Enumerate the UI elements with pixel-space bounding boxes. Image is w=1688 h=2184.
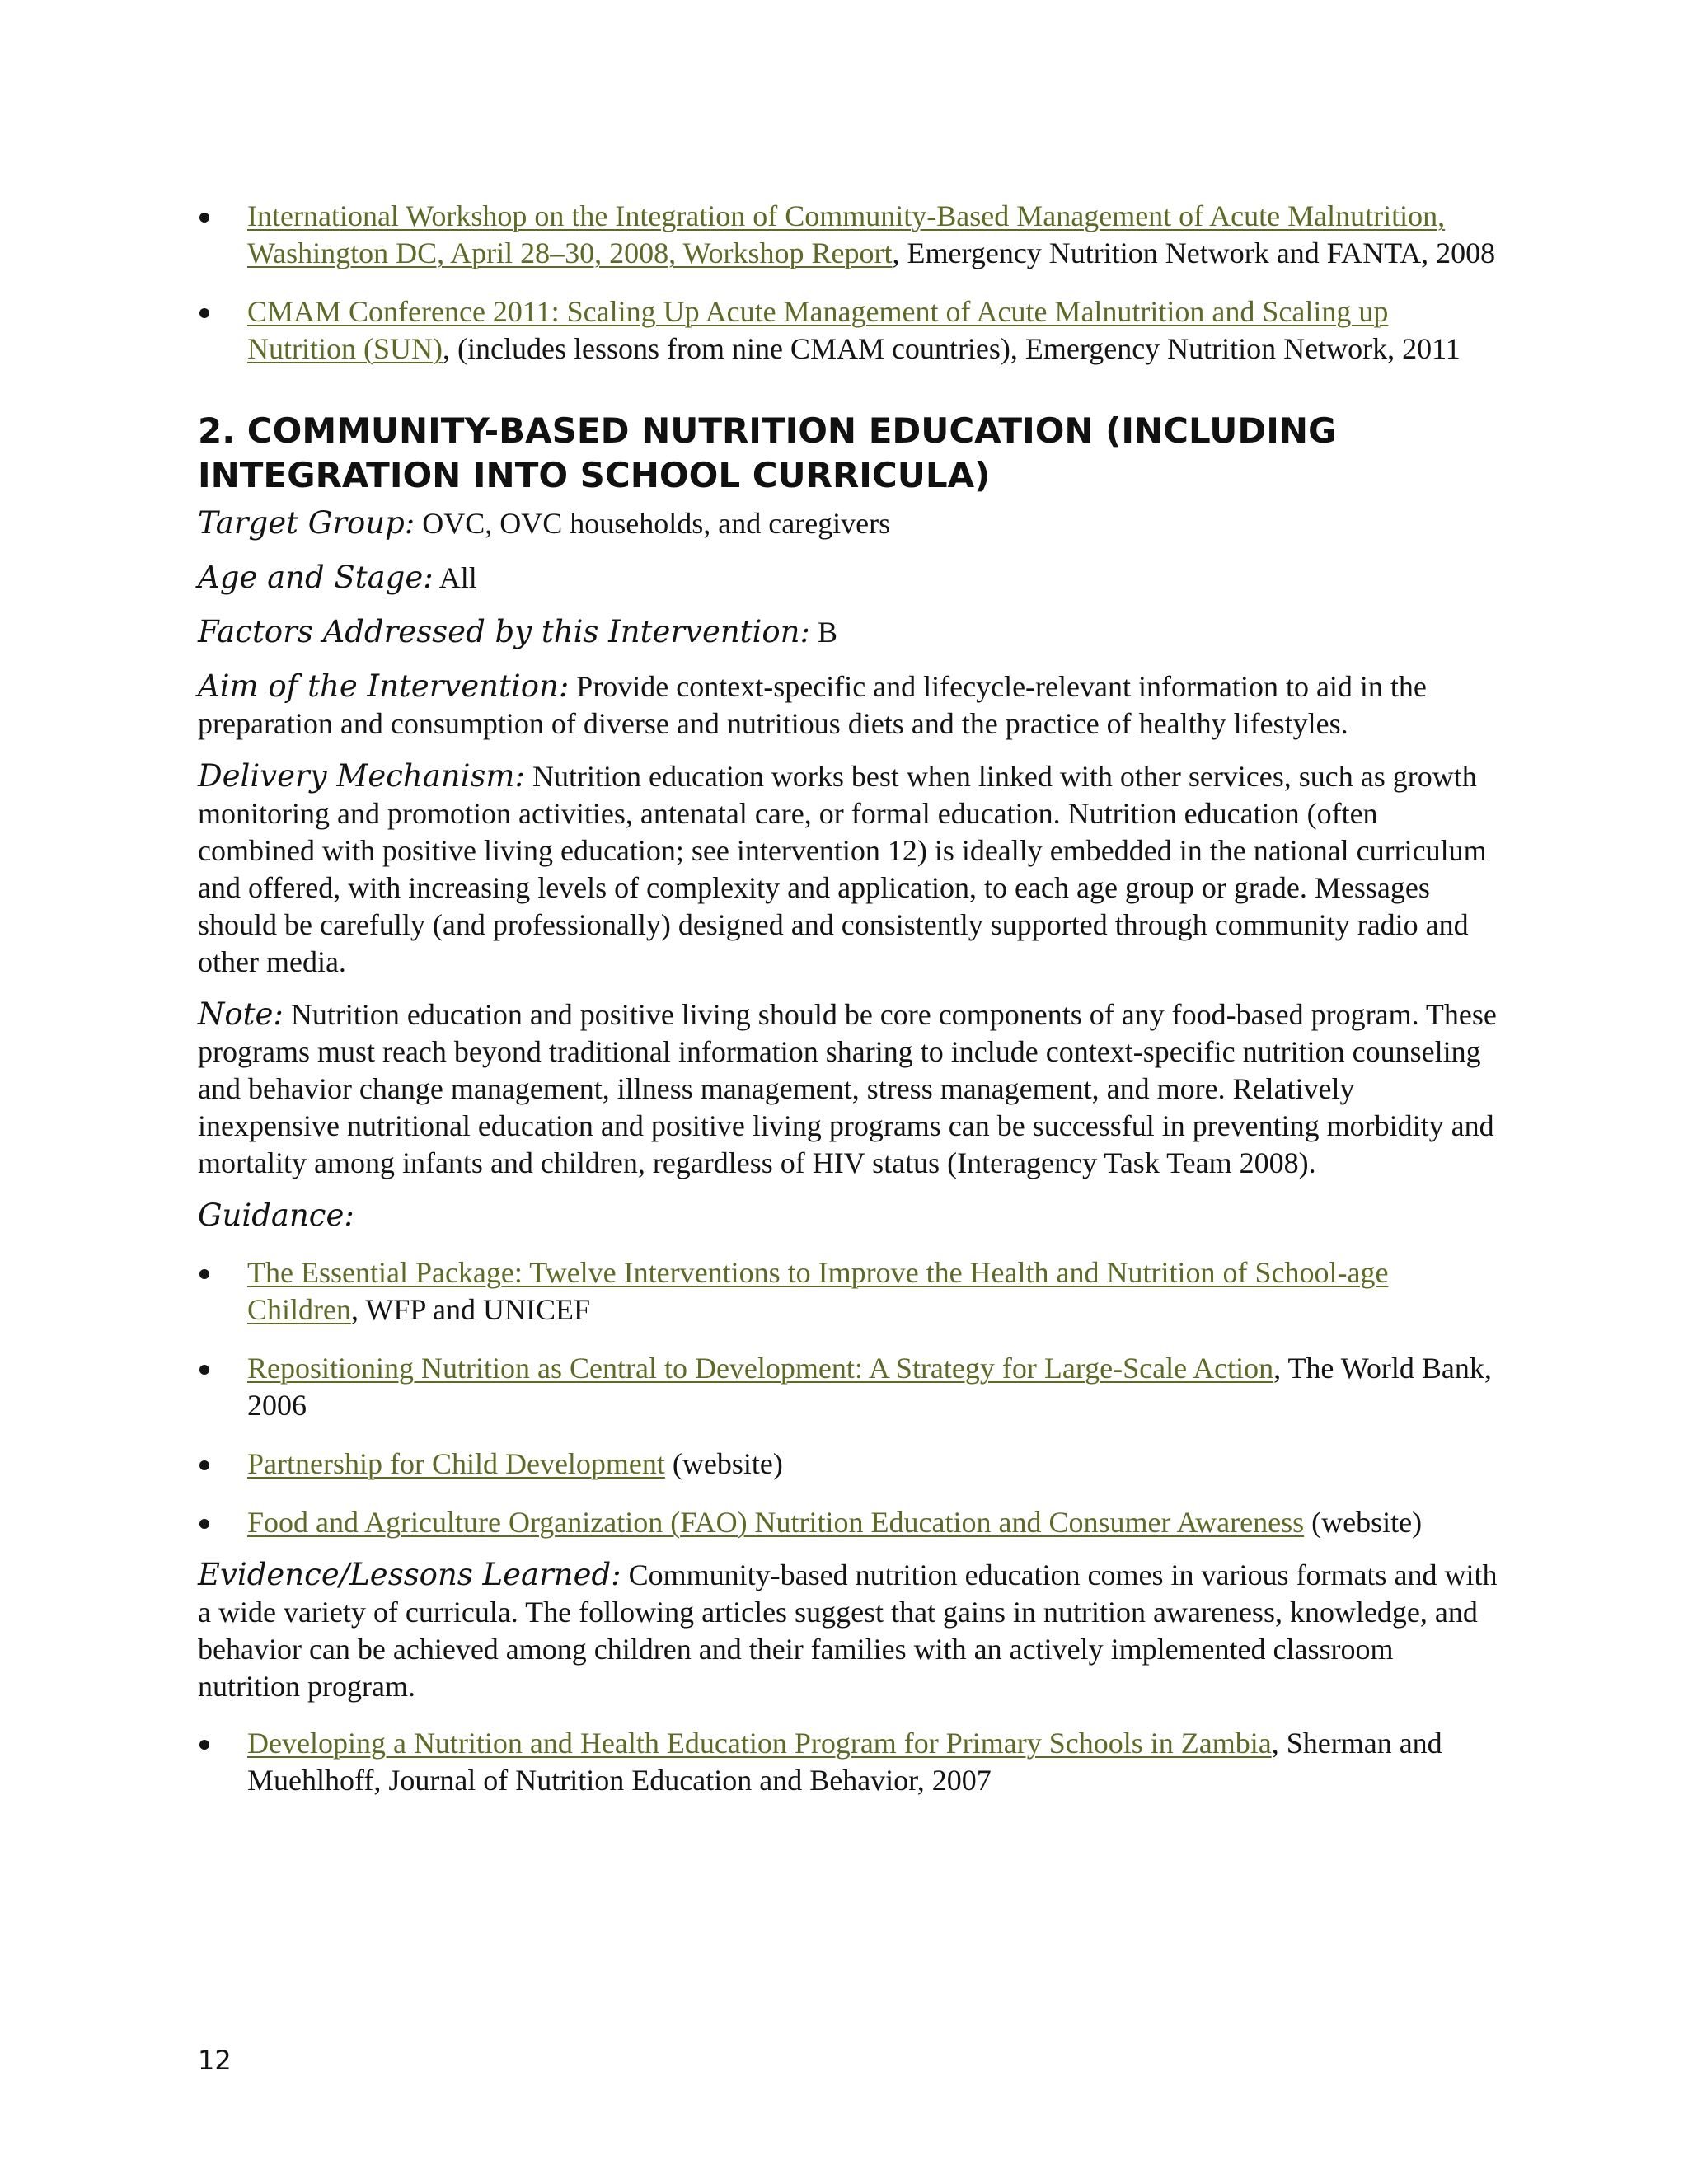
reference-link[interactable]: Repositioning Nutrition as Central to Development: A Strategy for Large-Scale Action xyxy=(247,1352,1274,1385)
age-and-stage xyxy=(198,559,1500,597)
field-text: B xyxy=(809,616,837,649)
list-item xyxy=(198,1446,1500,1483)
list-item xyxy=(198,1725,1500,1799)
reference-text: , Emergency Nutrition Network and FANTA, 2008 xyxy=(892,237,1496,269)
reference-link[interactable]: Food and Agriculture Organization (FAO) Nutrition Education and Consumer Awareness xyxy=(247,1506,1305,1539)
reference-link[interactable]: Partnership for Child Development xyxy=(247,1447,665,1480)
field-label: Evidence/Lessons Learned: xyxy=(198,1557,621,1592)
top-reference-list xyxy=(198,198,1500,368)
delivery-mechanism xyxy=(198,757,1500,981)
reference-text: (website) xyxy=(1304,1506,1423,1539)
field-text: All xyxy=(433,561,477,594)
page-content xyxy=(198,198,1500,1799)
note xyxy=(198,996,1500,1182)
field-label: Guidance: xyxy=(198,1197,354,1233)
aim-of-intervention xyxy=(198,668,1500,743)
bullet-icon xyxy=(199,1460,209,1470)
bullet-icon xyxy=(199,1269,209,1279)
field-label: Factors Addressed by this Intervention: xyxy=(198,614,810,649)
reference-text: , The World Bank, 2006 xyxy=(247,1352,1492,1422)
reference-text: , WFP and UNICEF xyxy=(350,1293,591,1326)
reference-text: , (includes lessons from nine CMAM countries), Emergency Nutrition Network, 2011 xyxy=(443,332,1461,365)
guidance-reference-list xyxy=(198,1254,1500,1541)
field-label: Delivery Mechanism: xyxy=(198,758,525,794)
reference-link[interactable]: The Essential Package: Twelve Interventions to Improve the Health and Nutrition of School-age Children xyxy=(247,1256,1389,1326)
field-label: Note: xyxy=(198,996,284,1032)
reference-link[interactable]: Developing a Nutrition and Health Education Program for Primary Schools in Zambia xyxy=(247,1727,1272,1760)
field-label: Aim of the Intervention: xyxy=(198,668,570,704)
field-text: Community-based nutrition education comes in various formats and with a wide variety of curricula. The following articles suggest that gains in nutrition awareness, knowledge, and behavior can be achieved among children and their families with an actively implemented classroom nutrition program. xyxy=(198,1558,1498,1703)
reference-link[interactable]: International Workshop on the Integration of Community-Based Management of Acute Malnutrition, Washington DC, April 28–30, 2008, Workshop Report xyxy=(247,199,1446,269)
page-number: 12 xyxy=(198,2045,232,2076)
factors-addressed xyxy=(198,613,1500,651)
field-label: Age and Stage: xyxy=(198,560,434,595)
bullet-icon xyxy=(199,308,209,318)
reference-text: (website) xyxy=(664,1447,783,1480)
bullet-icon xyxy=(199,213,209,223)
field-text: Provide context-specific and lifecycle-relevant information to aid in the preparation and consumption of diverse and nutritious diets and the practice of healthy lifestyles. xyxy=(198,670,1427,740)
bullet-icon xyxy=(199,1740,209,1750)
guidance-heading xyxy=(198,1197,1500,1235)
list-item xyxy=(198,293,1500,368)
list-item xyxy=(198,1350,1500,1424)
bullet-icon xyxy=(199,1365,209,1375)
list-item xyxy=(198,198,1500,272)
target-group xyxy=(198,504,1500,542)
field-text: Nutrition education works best when linked with other services, such as growth monitoring and promotion activities, antenatal care, or formal education. Nutrition education (often combined with positive living education; see intervention 12) is ideally embedded in the national curriculum and offered, with increasing levels of complexity and application, to each age group or grade. Messages should be carefully (and professionally) designed and consistently supported through community radio and other media. xyxy=(198,760,1487,978)
list-item xyxy=(198,1254,1500,1329)
evidence-lessons-learned xyxy=(198,1556,1500,1705)
field-text: Nutrition education and positive living should be core components of any food-based program. These programs must reach beyond traditional information sharing to include context-specific nutrition counseling and behavior change management, illness management, stress management, and more. Relatively inexpensive nutritional education and positive living programs can be successful in preventing morbidity and mortality among infants and children, regardless of HIV status (Interagency Task Team 2008). xyxy=(198,998,1497,1179)
bullet-icon xyxy=(199,1519,209,1529)
evidence-reference-list xyxy=(198,1725,1500,1799)
reference-text: , Sherman and Muehlhoff, Journal of Nutrition Education and Behavior, 2007 xyxy=(247,1727,1442,1797)
reference-link[interactable]: CMAM Conference 2011: Scaling Up Acute Management of Acute Malnutrition and Scaling up Nutrition (SUN) xyxy=(247,295,1389,365)
section-heading: 2. COMMUNITY-BASED NUTRITION EDUCATION (INCLUDING INTEGRATION INTO SCHOOL CURRICULA) xyxy=(198,410,1337,495)
field-label: Target Group: xyxy=(198,505,415,541)
list-item xyxy=(198,1504,1500,1541)
field-text: OVC, OVC households, and caregivers xyxy=(415,507,891,540)
